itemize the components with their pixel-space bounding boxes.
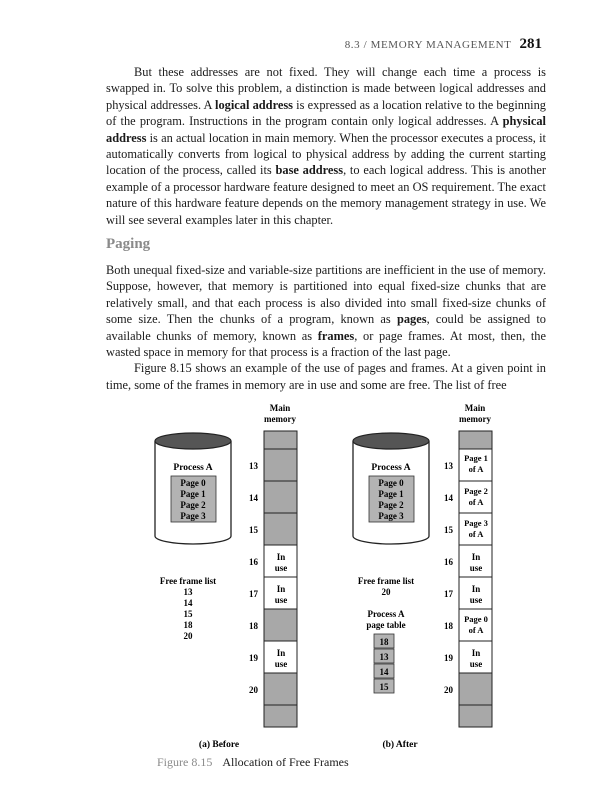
page-table-entry: 14 (379, 667, 389, 677)
figure-caption-label: Figure 8.15 (157, 755, 213, 769)
memory-title: memory (459, 414, 491, 424)
page-table-entry: 13 (379, 652, 389, 662)
term-physical-address: physical address (106, 114, 546, 145)
free-list-entry: 15 (183, 609, 193, 619)
in-use-label: In (471, 552, 481, 562)
frame-content-label: of A (468, 497, 484, 507)
page-label: Page 0 (180, 478, 206, 488)
free-list-entry: 18 (183, 620, 193, 630)
page-label: Page 3 (180, 511, 206, 521)
frame-content-label: Page 2 (464, 486, 488, 496)
memory-title: Main (464, 403, 486, 413)
frame-20 (264, 673, 297, 705)
term-pages: pages (396, 312, 427, 327)
memory-title: Main (269, 403, 291, 413)
free-list-entry: 14 (183, 598, 193, 608)
frame-content-label: Page 1 (464, 453, 488, 463)
frame-20 (459, 673, 492, 705)
page-label: Page 3 (378, 511, 404, 521)
frame-14 (264, 481, 297, 513)
paragraph-paging: Both unequal fixed-size and variable-size partitions are inefficient in the use of memory. Suppose, however, that memory is partitioned into equal fixed-size chunks that are relatively small, and that each process is also divided into small fixed-size chunks of some size. Then the chunks of a program, known as pages, could be assigned to available chunks of memory, known as frames, or page frames. At most, then, the wasted space in memory for that process is a fraction of the last page. Figure 8.15 shows an example of the use of pages and frames. At a given point in time, some of the frames in memory are in use and some are free. The list of free (106, 263, 546, 392)
paragraph-addresses: But these addresses are not fixed. They will change each time a process is swapped in. To solve this problem, a distinction is made between logical addresses and physical addresses. A logical address is expressed as a location relative to the beginning of the program. Instructions in the program contain only logical addresses. A physical address is an actual location in main memory. When the processor executes a process, it automatically converts from logical to physical address by adding the current starting location of the process, called its base address, to each logical address. This is another example of a processor hardware feature designed to meet an OS requirement. The exact nature of this hardware feature depends on the memory management strategy in use. We will see several examples later in this chapter. (106, 65, 547, 227)
process-a-label: Process A (173, 463, 213, 473)
free-list-entry: 13 (183, 587, 193, 597)
term-logical-address: logical address (215, 97, 293, 112)
frame-number: 16 (249, 557, 258, 567)
main-memory-after (444, 403, 492, 727)
page-label: Page 2 (180, 500, 206, 510)
page-label: Page 0 (378, 478, 404, 488)
frame-number: 13 (444, 461, 453, 471)
page-label: Page 2 (378, 500, 404, 510)
frame-content-label: of A (468, 529, 484, 539)
frame-13 (264, 449, 297, 481)
page-label: Page 1 (378, 489, 404, 499)
in-use-label: In (276, 584, 286, 594)
frame-number: 13 (249, 461, 258, 471)
in-use-label: use (274, 659, 288, 669)
memory-title: memory (264, 414, 296, 424)
frame-number: 20 (444, 685, 453, 695)
in-use-label: use (469, 595, 483, 605)
frame-content-label: of A (468, 625, 484, 635)
frame-15 (264, 513, 297, 545)
in-use-label: use (469, 563, 483, 573)
free-list-title: Free frame list (357, 576, 415, 586)
in-use-label: use (274, 595, 288, 605)
free-frame-list-after (358, 576, 414, 597)
running-title: 8.3 / MEMORY MANAGEMENT (344, 39, 512, 51)
free-list-title: Free frame list (159, 576, 217, 586)
in-use-label: use (469, 659, 483, 669)
frame-number: 19 (249, 653, 258, 663)
page-number: 281 (519, 36, 542, 52)
subcaption-before: (a) Before (198, 740, 240, 750)
page-table-title: Process A (367, 609, 405, 619)
in-use-label: In (276, 648, 286, 658)
process-a-cylinder-after (353, 433, 429, 544)
in-use-label: In (471, 648, 481, 658)
in-use-label: use (274, 563, 288, 573)
term-frames: frames (317, 328, 355, 343)
figure-caption-text: Allocation of Free Frames (222, 755, 349, 769)
free-frame-list-before (160, 576, 216, 641)
frame-content-label: Page 3 (464, 518, 488, 528)
frame-number: 19 (444, 653, 453, 663)
page-table (366, 609, 405, 693)
main-memory-before (249, 403, 297, 727)
process-a-label: Process A (371, 463, 411, 473)
term-base-address: base address (275, 163, 344, 178)
frame-number: 15 (444, 525, 453, 535)
frame-content-label: Page 0 (464, 614, 488, 624)
subcaption-after: (b) After (382, 740, 418, 750)
frame-number: 18 (444, 621, 453, 631)
page-label: Page 1 (180, 489, 206, 499)
free-list-entry: 20 (183, 631, 193, 641)
frame-number: 17 (249, 589, 258, 599)
frame-content-label: of A (468, 464, 484, 474)
page-table-title: page table (366, 620, 406, 630)
page-table-entry: 15 (379, 682, 389, 692)
frame-number: 17 (444, 589, 453, 599)
figure-caption (157, 755, 349, 770)
page-table-entry: 18 (379, 637, 389, 647)
frame-number: 15 (249, 525, 258, 535)
in-use-label: In (276, 552, 286, 562)
free-list-entry: 20 (381, 587, 391, 597)
paragraph-figure-ref: Figure 8.15 shows an example of the use of pages and frames. At a given point in time, some of the frames in memory are in use and some are free. The list of free (106, 361, 546, 392)
frame-number: 16 (444, 557, 453, 567)
process-a-cylinder-before (155, 433, 231, 544)
frame-number: 20 (249, 685, 258, 695)
section-heading: Paging (106, 236, 151, 252)
in-use-label: In (471, 584, 481, 594)
frame-number: 18 (249, 621, 258, 631)
frame-number: 14 (444, 493, 453, 503)
frame-18 (264, 609, 297, 641)
frame-number: 14 (249, 493, 258, 503)
